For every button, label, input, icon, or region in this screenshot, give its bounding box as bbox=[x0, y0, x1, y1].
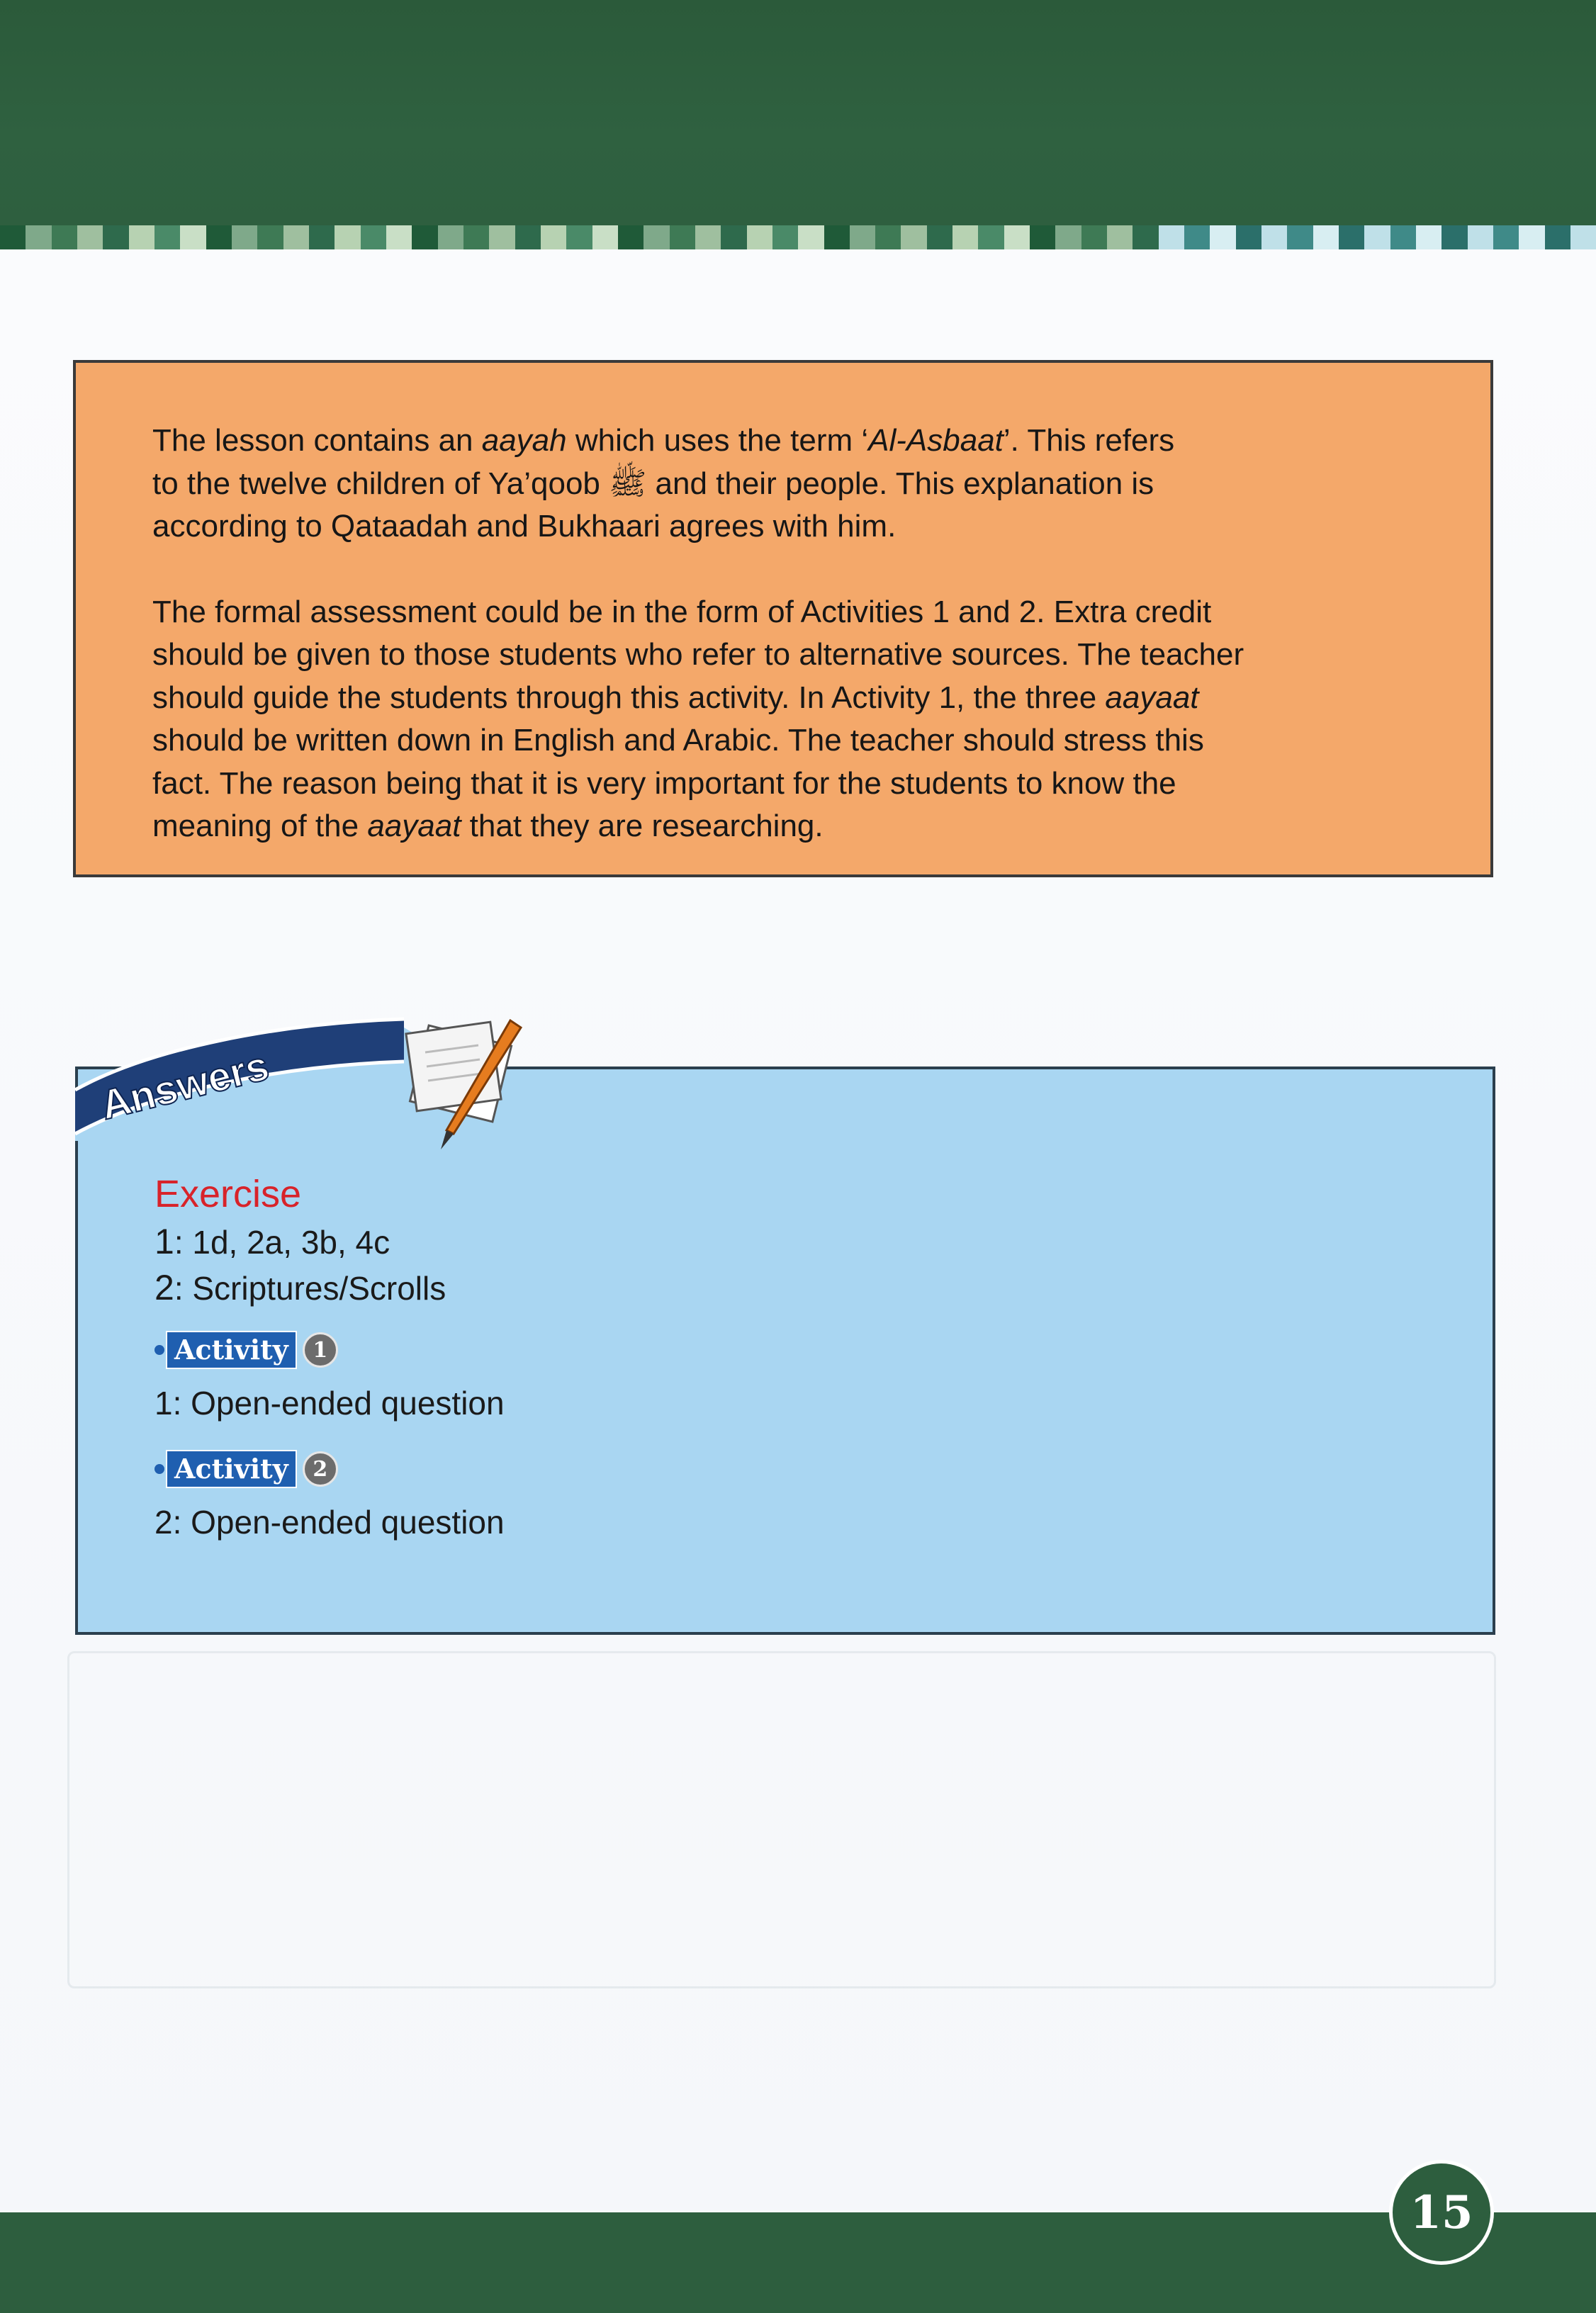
checker-tile bbox=[1287, 225, 1313, 249]
answers-tab bbox=[71, 1006, 553, 1162]
checker-tile bbox=[1493, 225, 1519, 249]
checker-tile bbox=[1107, 225, 1133, 249]
checker-tile bbox=[206, 225, 232, 249]
activity-2-answer: 2: Open-ended question bbox=[154, 1504, 505, 1541]
activity-label: Activity bbox=[166, 1450, 297, 1488]
answer-number: 1 bbox=[154, 1222, 174, 1261]
bottom-footer-band bbox=[0, 2212, 1596, 2313]
answer-number: 2 bbox=[154, 1268, 174, 1307]
checker-tile bbox=[1390, 225, 1416, 249]
checker-tile bbox=[824, 225, 850, 249]
checker-tile bbox=[566, 225, 592, 249]
checker-tile bbox=[952, 225, 978, 249]
page-number: 15 bbox=[1389, 2160, 1494, 2265]
checker-tile bbox=[747, 225, 772, 249]
checker-tile bbox=[77, 225, 103, 249]
checker-tile bbox=[1055, 225, 1081, 249]
bullet-dot-icon bbox=[154, 1345, 164, 1355]
checker-tile bbox=[541, 225, 566, 249]
checker-tile bbox=[592, 225, 618, 249]
checker-tile bbox=[1133, 225, 1158, 249]
exercise-answer-2 bbox=[154, 1265, 505, 1311]
activity-label: Activity bbox=[166, 1331, 297, 1369]
checker-tile bbox=[1545, 225, 1570, 249]
checker-tile bbox=[798, 225, 824, 249]
checker-tile bbox=[850, 225, 875, 249]
checker-tile bbox=[1159, 225, 1184, 249]
checker-tile bbox=[978, 225, 1004, 249]
activity-number: 2 bbox=[303, 1451, 338, 1487]
answer-text: : 1d, 2a, 3b, 4c bbox=[174, 1224, 390, 1261]
checker-tile bbox=[1519, 225, 1544, 249]
checker-tile bbox=[1364, 225, 1390, 249]
checker-tile bbox=[772, 225, 798, 249]
checker-tile bbox=[644, 225, 669, 249]
checker-tile bbox=[154, 225, 180, 249]
teacher-note-paragraph-2: The formal assessment could be in the form of Activities 1 and 2. Extra credit should be given to those students who refer to alternative sources. The teacher should guide the students through this activity. In Activity 1, the three aayaat should be written down in English and Arabic. The teacher should stress this fact. The reason being that it is very important for the students to know the meaning of the aayaat that they are researching. bbox=[152, 594, 1244, 843]
top-header-band bbox=[0, 0, 1596, 225]
checker-tile bbox=[103, 225, 128, 249]
activity-1-badge bbox=[154, 1331, 338, 1369]
checker-tile bbox=[412, 225, 437, 249]
checker-tile bbox=[1468, 225, 1493, 249]
checker-tile bbox=[1004, 225, 1030, 249]
checker-strip bbox=[0, 225, 1596, 249]
checker-tile bbox=[1313, 225, 1339, 249]
checker-tile bbox=[670, 225, 695, 249]
checker-tile bbox=[386, 225, 412, 249]
checker-tile bbox=[721, 225, 746, 249]
checker-tile bbox=[438, 225, 463, 249]
checker-tile bbox=[1442, 225, 1467, 249]
checker-tile bbox=[463, 225, 489, 249]
checker-tile bbox=[232, 225, 257, 249]
exercise-heading: Exercise bbox=[154, 1173, 302, 1215]
checker-tile bbox=[283, 225, 309, 249]
exercise-answer-1 bbox=[154, 1219, 505, 1265]
checker-tile bbox=[1184, 225, 1210, 249]
checker-tile bbox=[1261, 225, 1287, 249]
activity-1-answer: 1: Open-ended question bbox=[154, 1385, 505, 1422]
checker-tile bbox=[1570, 225, 1596, 249]
teacher-note-paragraph-1: The lesson contains an aayah which uses the term ‘Al-Asbaat’. This refers to the twelve children of Ya’qoob ﷺ and their people. This explanation is according to Qataadah and Bukhaari agrees with him. bbox=[152, 423, 1175, 544]
checker-tile bbox=[695, 225, 721, 249]
checker-tile bbox=[257, 225, 283, 249]
checker-tile bbox=[875, 225, 901, 249]
checker-tile bbox=[1030, 225, 1055, 249]
checker-tile bbox=[309, 225, 335, 249]
checker-tile bbox=[1081, 225, 1107, 249]
checker-tile bbox=[361, 225, 386, 249]
teacher-note-box bbox=[73, 360, 1493, 877]
checker-tile bbox=[489, 225, 515, 249]
activity-2-badge bbox=[154, 1450, 338, 1488]
answers-tab-label: Answers bbox=[96, 1042, 274, 1129]
checker-tile bbox=[26, 225, 51, 249]
checker-tile bbox=[1236, 225, 1261, 249]
checker-tile bbox=[335, 225, 360, 249]
bullet-dot-icon bbox=[154, 1464, 164, 1474]
checker-tile bbox=[1416, 225, 1442, 249]
checker-tile bbox=[901, 225, 926, 249]
checker-tile bbox=[515, 225, 541, 249]
checker-tile bbox=[180, 225, 206, 249]
checker-tile bbox=[0, 225, 26, 249]
activity-number: 1 bbox=[303, 1332, 338, 1368]
checker-tile bbox=[618, 225, 644, 249]
checker-tile bbox=[129, 225, 154, 249]
checker-tile bbox=[52, 225, 77, 249]
checker-tile bbox=[1210, 225, 1235, 249]
checker-tile bbox=[1339, 225, 1364, 249]
answer-text: : Scriptures/Scrolls bbox=[174, 1270, 446, 1307]
answers-content bbox=[154, 1169, 505, 1545]
checker-tile bbox=[927, 225, 952, 249]
bleed-through-box bbox=[67, 1651, 1496, 1988]
